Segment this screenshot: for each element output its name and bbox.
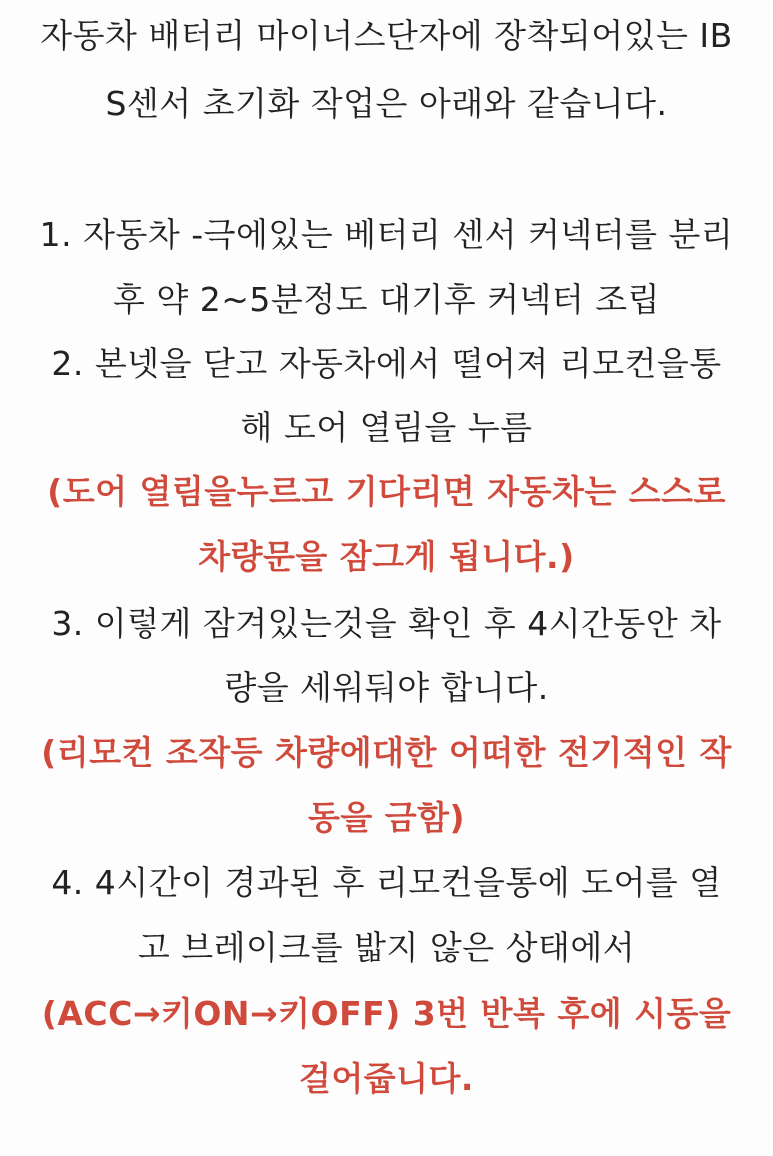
intro-line-2: S센서 초기화 작업은 아래와 같습니다. xyxy=(105,84,668,123)
step-1-line-2: 후 약 2~5분정도 대기후 커넥터 조립 xyxy=(112,280,660,319)
step-2-line-1: 2. 본넷을 닫고 자동차에서 떨어져 리모컨을통 xyxy=(51,344,722,383)
step-3-line-2: 량을 세워둬야 합니다. xyxy=(224,668,549,707)
step-4-note-line-2: 걸어줍니다. xyxy=(299,1059,474,1098)
step-4-line-1: 4. 4시간이 경과된 후 리모컨을통에 도어를 열 xyxy=(51,863,722,902)
step-4-note-line-1: (ACC→키ON→키OFF) 3번 반복 후에 시동을 xyxy=(41,994,732,1033)
step-1-line-1: 1. 자동차 -극에있는 베터리 센서 커넥터를 분리 xyxy=(39,215,734,254)
step-4-line-2: 고 브레이크를 밟지 않은 상태에서 xyxy=(137,928,636,967)
step-3-note-line-2: 동을 금함) xyxy=(307,798,466,837)
step-2-line-2: 해 도어 열림을 누름 xyxy=(240,408,533,447)
intro-line-1: 자동차 배터리 마이너스단자에 장착되어있는 IB xyxy=(40,16,733,55)
step-3-note-line-1: (리모컨 조작등 차량에대한 어떠한 전기적인 작 xyxy=(41,733,732,772)
step-2-note-line-2: 차량문을 잠그게 됩니다.) xyxy=(198,537,575,576)
step-3-line-1: 3. 이렇게 잠겨있는것을 확인 후 4시간동안 차 xyxy=(51,604,722,643)
step-2-note-line-1: (도어 열림을누르고 기다리면 자동차는 스스로 xyxy=(47,472,726,511)
